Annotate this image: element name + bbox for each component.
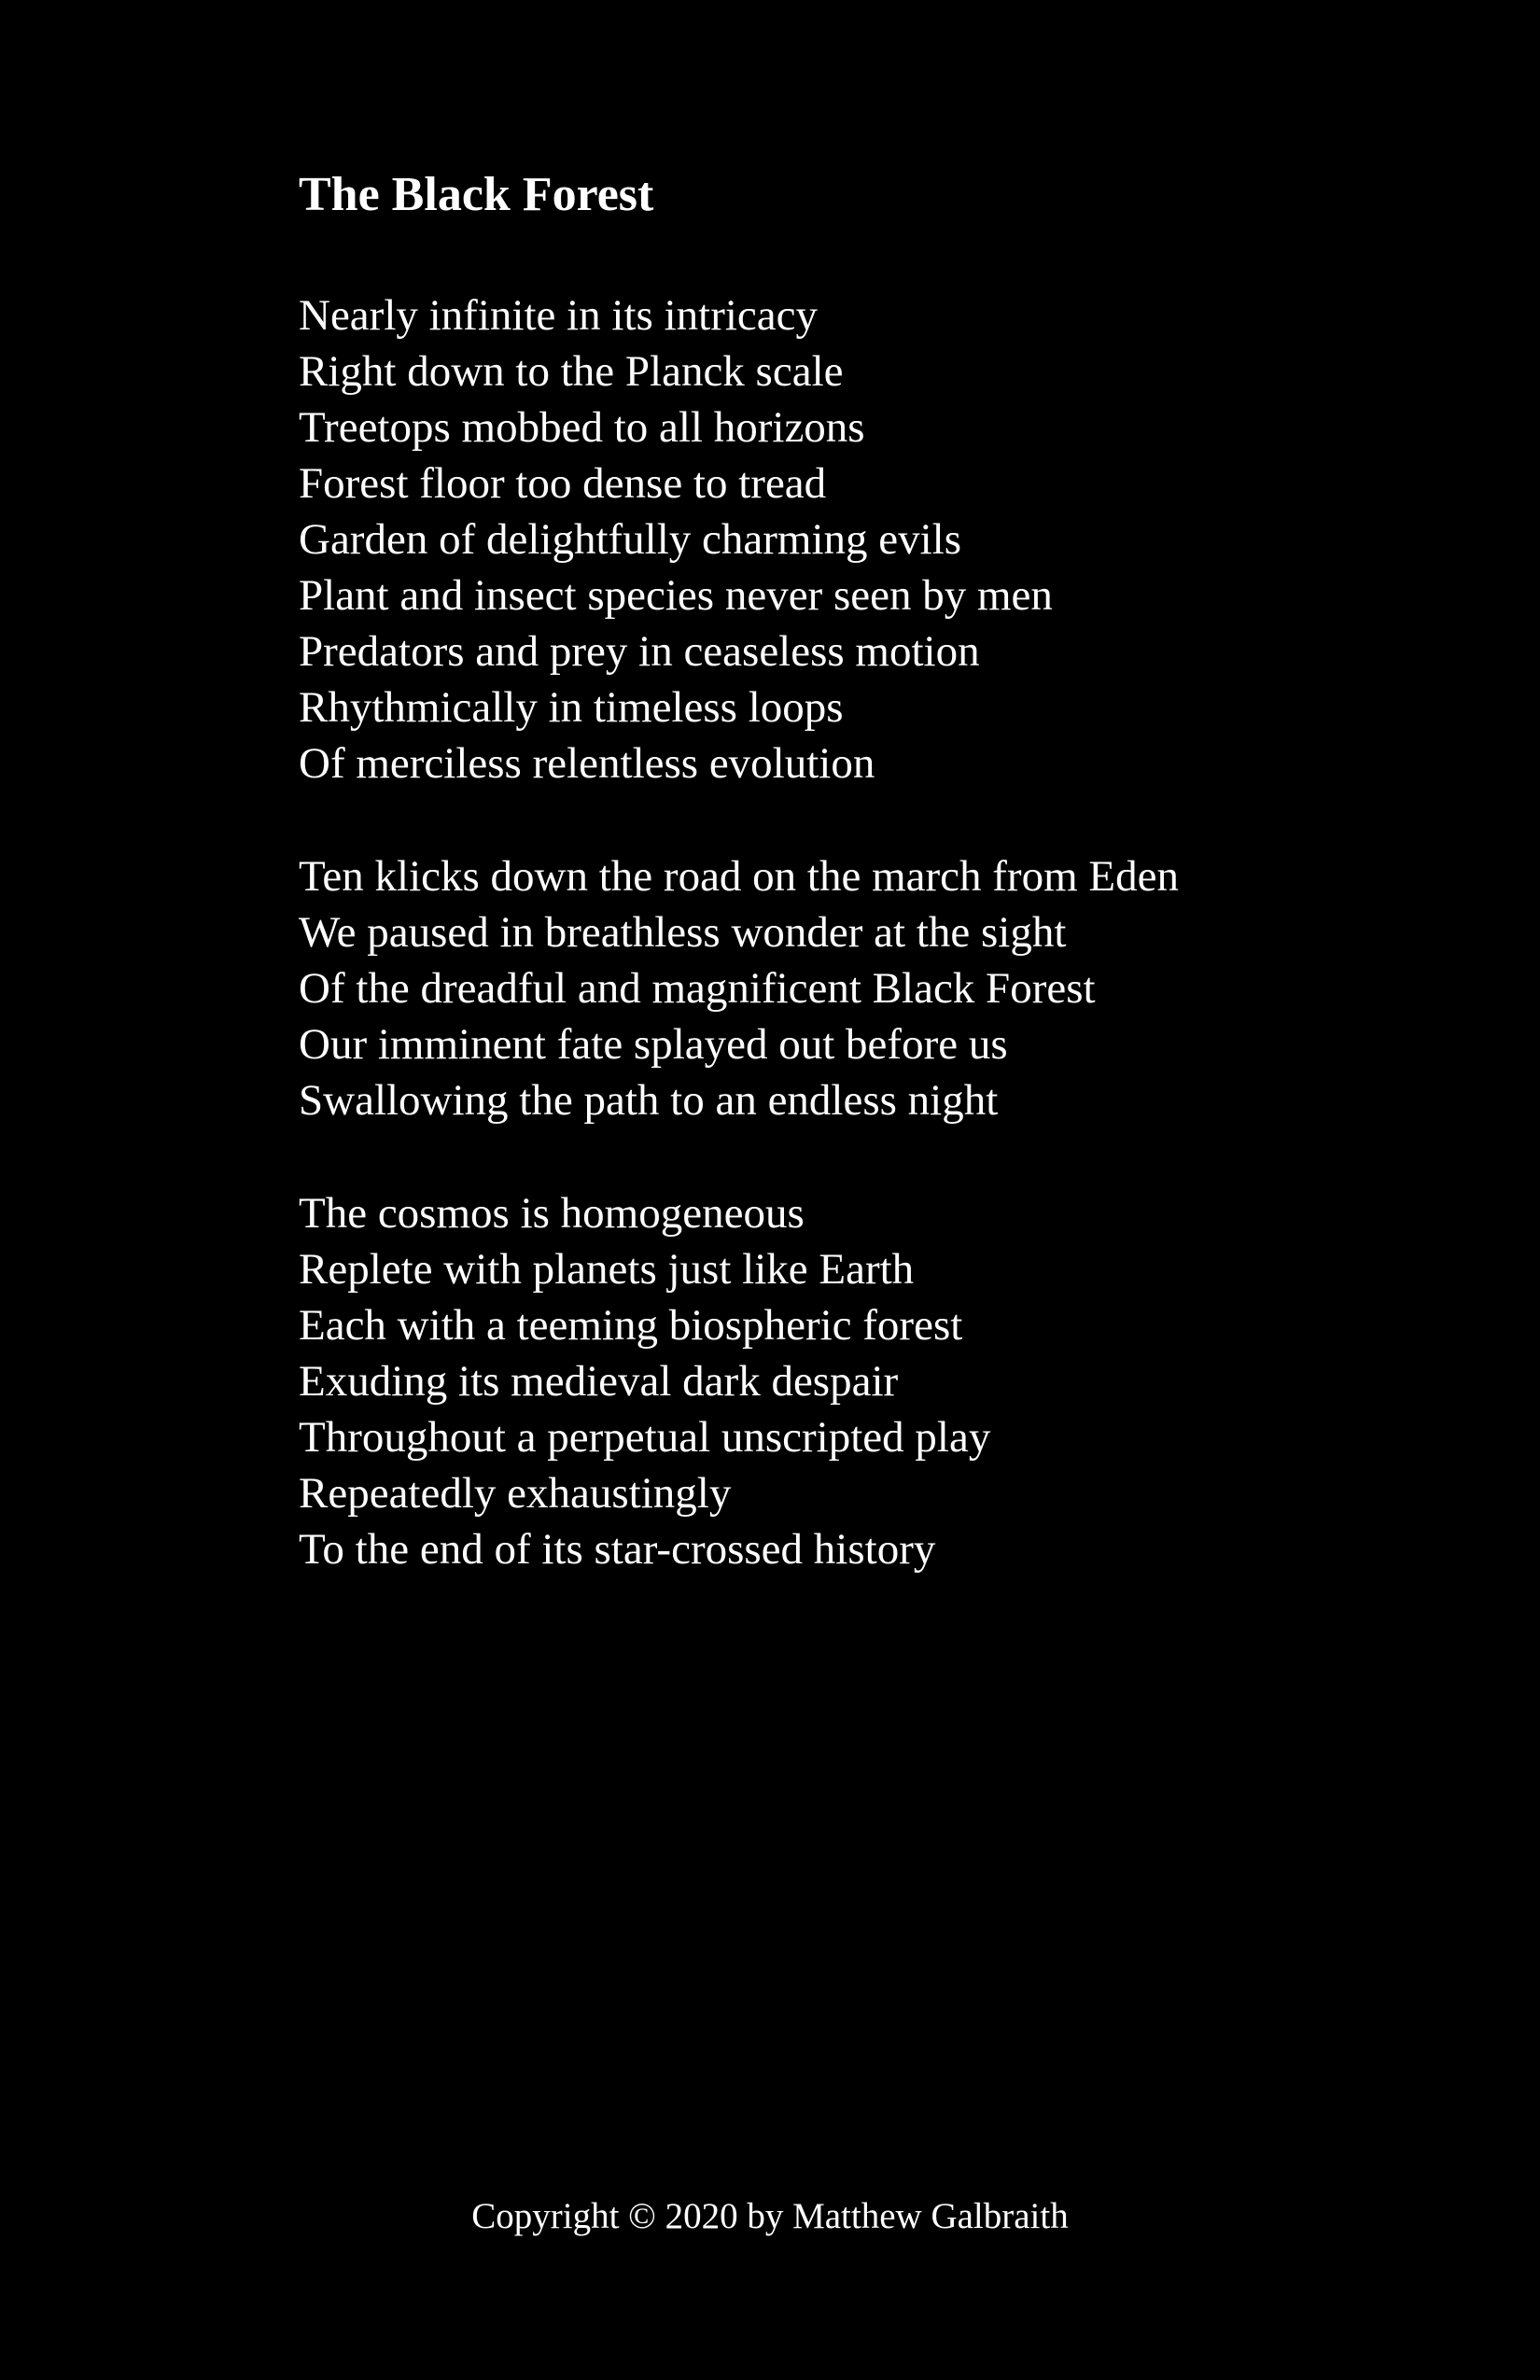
poem-line: We paused in breathless wonder at the sight: [299, 908, 1067, 957]
poem-line: Exuding its medieval dark despair: [299, 1357, 899, 1406]
poem-line: Of merciless relentless evolution: [299, 739, 875, 788]
copyright-notice: Copyright © 2020 by Matthew Galbraith: [471, 2196, 1069, 2236]
poem-line: Each with a teeming biospheric forest: [299, 1301, 963, 1350]
stanza-1: [299, 287, 1493, 791]
poem-line: Predators and prey in ceaseless motion: [299, 627, 980, 676]
poem-body: [299, 287, 1493, 1634]
poem-line: Of the dreadful and magnificent Black Forest: [299, 964, 1096, 1013]
stanza-3: [299, 1185, 1493, 1577]
poem-line: Ten klicks down the road on the march from Eden: [299, 852, 1179, 901]
poem-line: Right down to the Planck scale: [299, 347, 844, 396]
poem-line: Our imminent fate splayed out before us: [299, 1020, 1008, 1069]
poem-line: Nearly infinite in its intricacy: [299, 291, 818, 340]
stanza-2: [299, 848, 1493, 1128]
poem-line: The cosmos is homogeneous: [299, 1189, 805, 1238]
poem-line: Garden of delightfully charming evils: [299, 515, 962, 564]
poem-line: Swallowing the path to an endless night: [299, 1076, 999, 1125]
poem-line: Throughout a perpetual unscripted play: [299, 1413, 991, 1462]
poem-line: Treetops mobbed to all horizons: [299, 403, 865, 452]
poem-line: Plant and insect species never seen by men: [299, 571, 1053, 620]
poem-line: Repeatedly exhaustingly: [299, 1469, 732, 1518]
poem-line: Forest floor too dense to tread: [299, 459, 827, 508]
poem-line: Replete with planets just like Earth: [299, 1245, 915, 1294]
poem-line: Rhythmically in timeless loops: [299, 683, 844, 732]
poem-title: The Black Forest: [299, 168, 654, 221]
poem-line: To the end of its star-crossed history: [299, 1525, 936, 1574]
